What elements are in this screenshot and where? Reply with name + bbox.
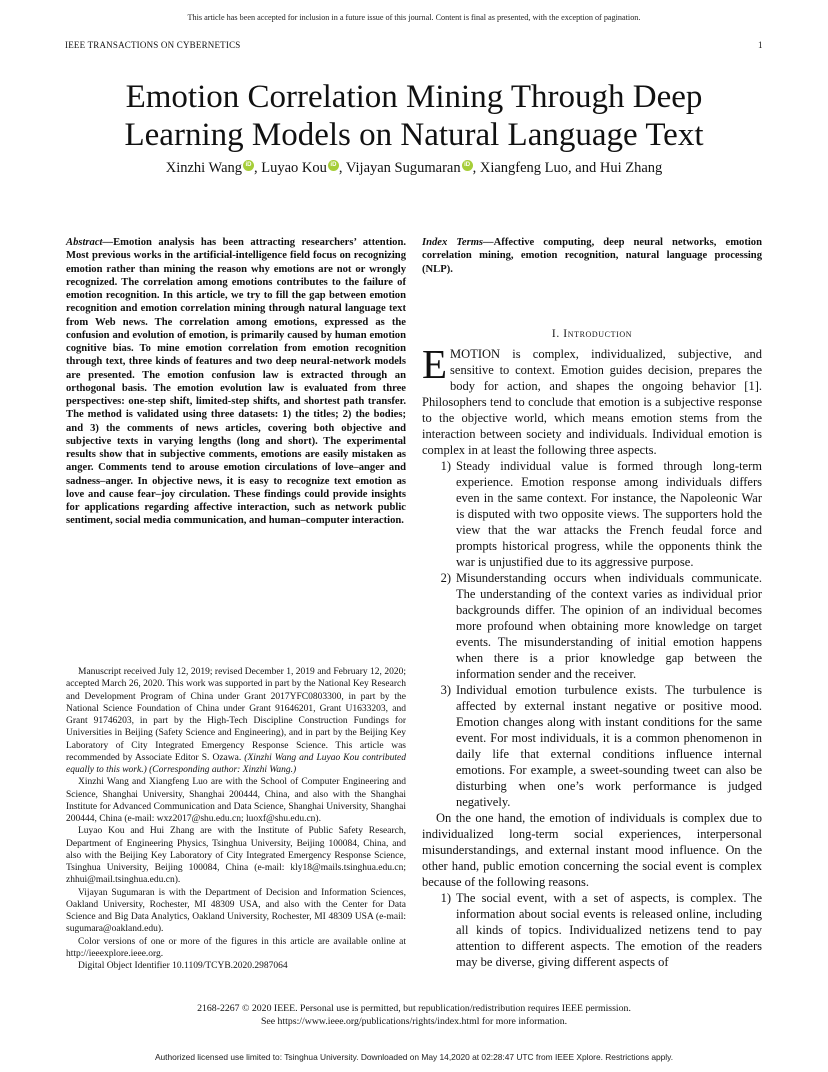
copyright-link-line[interactable]: See https://www.ieee.org/publications/rights/index.html for more information. <box>260 1016 568 1027</box>
footnote-doi: Digital Object Identifier 10.1109/TCYB.2020.2987064 <box>78 961 288 971</box>
index-terms <box>422 236 762 276</box>
author-name: Luyao Kou <box>261 160 327 176</box>
list-text: Steady individual value is formed through long-term experience. Emotion response among individuals differs even in the same context. For instance, the Napoleonic War is disputed with two opposite views. The supporters hold the view that the war attacks the French feudal force and prompts historical progress, while the opponents think the war is unjustified due to its aggressive purpose. <box>456 459 762 569</box>
author-name: Vijayan Sugumaran <box>345 160 461 176</box>
list-item <box>422 458 762 570</box>
orcid-icon[interactable]: iD <box>462 160 473 171</box>
copyright-line: 2168-2267 © 2020 IEEE. Personal use is permitted, but republication/redistribution requires IEEE permission. <box>197 1003 631 1014</box>
section-number: I. <box>551 328 560 340</box>
list-number: 3) <box>440 683 451 697</box>
list-item <box>422 570 762 682</box>
index-terms-label: Index Terms— <box>422 237 494 248</box>
list-item <box>422 890 762 970</box>
list-text: Misunderstanding occurs when individuals communicate. The understanding of the context varies as individual prior backgrounds differ. The opinion of an individual becomes more profound when obtaining more knowledge on target events. The misunderstanding of initial emotion happens when there is a prior knowledge gap between the information sender and the receiver. <box>456 571 762 681</box>
page-number: 1 <box>758 40 763 50</box>
author-names-rest: Xiangfeng Luo, and Hui Zhang <box>479 160 663 176</box>
list-number: 2) <box>440 571 451 585</box>
footnote-italic: (Xinzhi Wang and Luyao Kou contributed equally to this work.) (Corresponding author: Xinzhi Wang.) <box>66 752 407 775</box>
abstract-text: Emotion analysis has been attracting researchers’ attention. Most previous works in the artificial-intelligence field focus on recognizing emotion rather than mining the reason why emotions are not or wrongly recognized. The correlation among emotions contributes to the failure of emotion recognition. In this article, we try to fill the gap between emotion recognition and emotion correlation mining through natural language text from Web news. The correlation among emotions, expressed as the confusion and evolution of emotion, is primarily caused by human emotion cognitive bias. To mine emotion correlation from emotion recognition through text, three kinds of features and two deep neural-network models are presented. The emotion confusion law is extracted through an orthogonal basis. The emotion evolution law is evaluated from three perspectives: one-step shift, limited-step shifts, and shortest path transfer. The method is validated using three datasets: 1) the titles; 2) the bodies; and 3) the comments of news articles, covering both objective and subjective texts in varying lengths (long and short). The experimental results show that in subjective comments, emotions are easily mistaken as anger. Comments tend to arouse emotion circulations of love–anger and sadness–anger. In objective news, it is easy to recognize text emotion as love and cause fear–joy circulation. These findings could provide insights for applications regarding affective interaction, such as network public sentiment, social media communication, and human–computer interaction. <box>66 237 406 527</box>
index-terms-text: Affective computing, deep neural networks, emotion correlation mining, emotion recognition, natural language processing (NLP). <box>422 237 762 275</box>
footnote-manuscript <box>66 666 406 776</box>
footnote-color-note: Color versions of one or more of the figures in this article are available online at http://ieeexplore.ieee.org. <box>66 936 406 959</box>
section-title: Introduction <box>563 328 633 340</box>
abstract <box>66 236 406 528</box>
list-item <box>422 682 762 810</box>
list-text: The social event, with a set of aspects, is complex. The information about social events is released online, including all kinds of topics. Individualized netizens tend to pay attention to different aspects. The emotion of the readers may be diverse, giving different aspects of <box>456 891 762 969</box>
introduction-body <box>422 341 762 970</box>
author-name: Xinzhi Wang <box>165 160 243 176</box>
drop-cap: E <box>422 341 448 387</box>
copyright-notice <box>0 1002 828 1028</box>
paper-title <box>0 78 828 154</box>
footnotes <box>66 666 406 972</box>
journal-name: IEEE TRANSACTIONS ON CYBERNETICS <box>65 40 241 50</box>
list-number: 1) <box>440 891 451 905</box>
section-heading <box>422 328 762 340</box>
orcid-icon[interactable]: iD <box>243 160 254 171</box>
orcid-icon[interactable]: iD <box>328 160 339 171</box>
footnote-text: Manuscript received July 12, 2019; revised December 1, 2019 and February 12, 2020; accepted March 26, 2020. This work was supported in part by the National Key Research and Development Program of China under Grant 2017YFC0803300, in part by the National Science Foundation of China under Grant 91646201, Grant U1633203, and Grant 91746203, in part by the High-Tech Discipline Construction Fundings for Universities in Beijing (Safety Science and Engineering), and in part by the Beijing Key Laboratory of City Integrated Emergency Response Science. This article was recommended by Associate Editor S. Ozawa. <box>66 667 406 763</box>
title-line-1: Emotion Correlation Mining Through Deep <box>125 79 703 115</box>
footnote-affiliation: Xinzhi Wang and Xiangfeng Luo are with the School of Computer Engineering and Science, Shanghai University, Shanghai 200444, China, and also with the Shanghai Institute for Advanced Communication and Data Science, Shanghai University, Shanghai 200444, China (e-mail: wxz2017@shu.edu.cn; luoxf@shu.edu.cn). <box>66 777 406 824</box>
list-number: 1) <box>440 459 451 473</box>
abstract-label: Abstract— <box>66 237 114 248</box>
footnote-affiliation: Vijayan Sugumaran is with the Department of Decision and Information Sciences, Oakland University, Rochester, MI 48309 USA, and also with the Center for Data Science and Big Data Analytics, Oakland University, Rochester, MI 48309 USA (e-mail: sugumara@oakland.edu). <box>66 887 406 935</box>
license-notice: Authorized licensed use limited to: Tsinghua University. Downloaded on May 14,2020 at 02:28:47 UTC from IEEE Xplore. Restrictions apply. <box>154 1052 674 1062</box>
list-text: Individual emotion turbulence exists. The turbulence is affected by external instant negative or positive mood. Emotion changes along with instant conditions for the same event. For most individuals, it is a common phenomenon in daily life that external conditions influence internal emotions. For example, a sweet-sounding tweet can also be disturbing when one’s work performance is judged negatively. <box>456 683 762 809</box>
title-line-2: Learning Models on Natural Language Text <box>124 117 704 153</box>
author-list: Xinzhi Wang iD , Luyao Kou iD , Vijayan Sugumaran iD , Xiangfeng Luo, and Hui Zhang <box>165 160 663 176</box>
paragraph-text: MOTION is complex, individualized, subjective, and sensitive to context. Emotion guides decision, prepares the body for action, and shapes the ongoing behavior [1]. Philosophers tend to conclude that emotion is a subjective response to the objective world, which means emotion stems from the interaction between society and individuals. Individual emotion is complex in at least the following three aspects. <box>422 347 762 457</box>
intro-paragraph-2: On the one hand, the emotion of individuals is complex due to individualized long-term social experiences, interpersonal misunderstandings, and external instant mood influence. On the other hand, public emotion concerning the social event is complex because of the following reasons. <box>422 811 762 889</box>
footnote-affiliation: Luyao Kou and Hui Zhang are with the Institute of Public Safety Research, Department of Engineering Physics, Tsinghua University, Beijing 100084, China, and also with the Beijing Key Laboratory of City Integrated Emergency Response Science, Tsinghua University, Beijing 100084, China (e-mail: kly18@mails.tsinghua.edu.cn; zhhui@mail.tsinghua.edu.cn). <box>66 826 406 886</box>
intro-paragraph-1 <box>422 341 762 458</box>
acceptance-note: This article has been accepted for inclusion in a future issue of this journal. Content is final as presented, with the exception of pagination. <box>187 13 641 22</box>
